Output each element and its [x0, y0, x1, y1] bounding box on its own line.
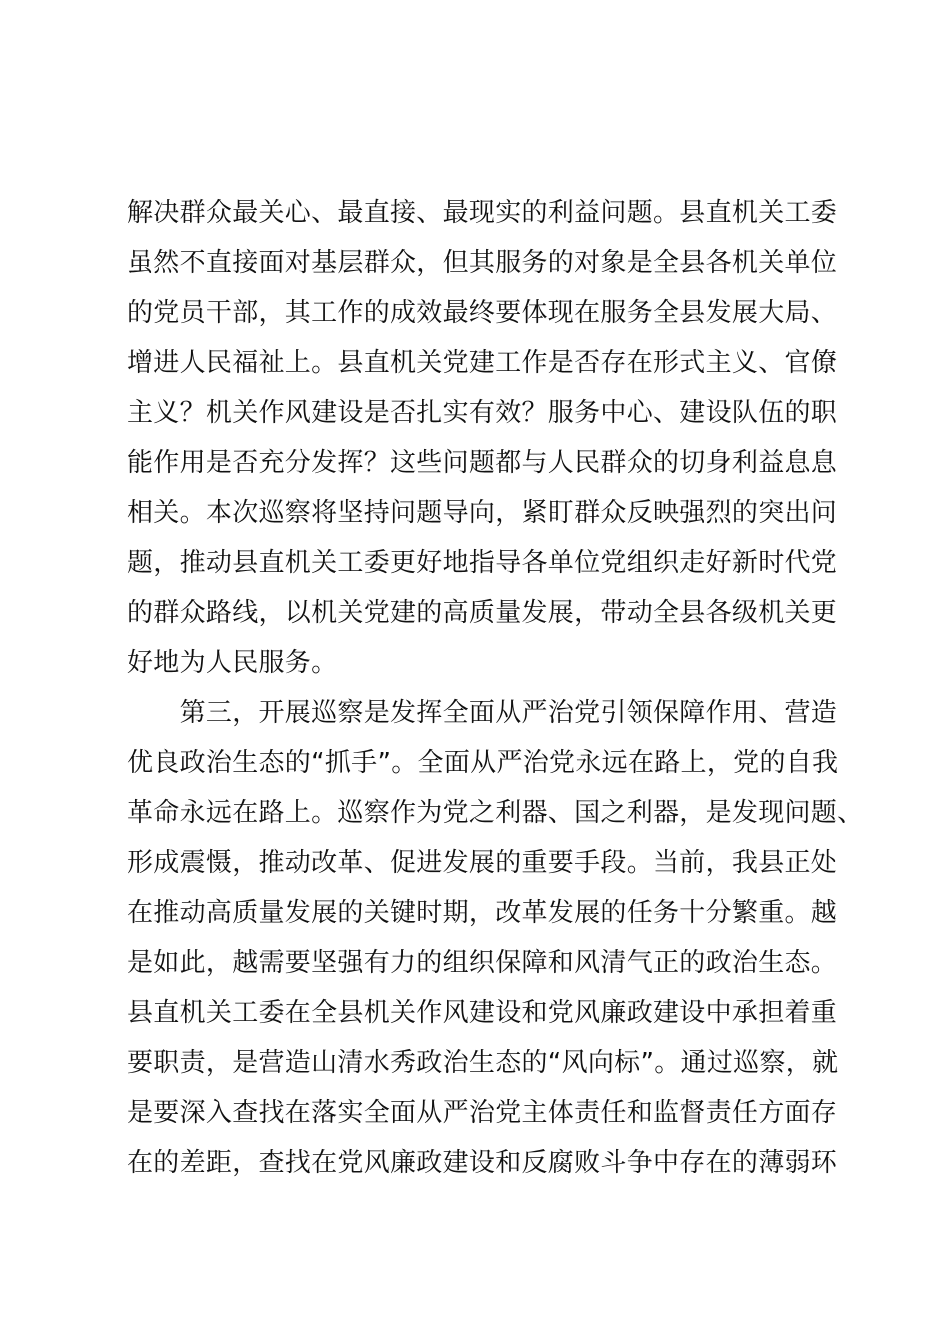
- text-line: 在推动高质量发展的关键时期，改革发展的任务十分繁重。越: [127, 898, 838, 928]
- text-line: 相关。本次巡察将坚持问题导向，紧盯群众反映强烈的突出问: [127, 498, 838, 528]
- document-body: [127, 188, 864, 1188]
- text-line: 的群众路线，以机关党建的高质量发展，带动全县各级机关更: [127, 598, 838, 628]
- text-line: 第三，开展巡察是发挥全面从严治党引领保障作用、营造: [127, 698, 838, 728]
- text-line: 要职责，是营造山清水秀政治生态的“风向标”。通过巡察，就: [127, 1048, 839, 1078]
- paragraph-2: [127, 688, 864, 1188]
- text-line: 县直机关工委在全县机关作风建设和党风廉政建设中承担着重: [127, 998, 838, 1028]
- text-line: 增进人民福祉上。县直机关党建工作是否存在形式主义、官僚: [127, 348, 838, 378]
- text-line: 能作用是否充分发挥？这些问题都与人民群众的切身利益息息: [127, 448, 838, 478]
- text-line: 主义？机关作风建设是否扎实有效？服务中心、建设队伍的职: [127, 398, 838, 428]
- text-line: 是要深入查找在落实全面从严治党主体责任和监督责任方面存: [127, 1098, 838, 1128]
- text-line: 的党员干部，其工作的成效最终要体现在服务全县发展大局、: [127, 298, 838, 328]
- text-line: 是如此，越需要坚强有力的组织保障和风清气正的政治生态。: [127, 948, 838, 978]
- text-line: 形成震慑，推动改革、促进发展的重要手段。当前，我县正处: [127, 848, 838, 878]
- text-line: 好地为人民服务。: [127, 648, 338, 678]
- text-line: 虽然不直接面对基层群众，但其服务的对象是全县各机关单位: [127, 248, 838, 278]
- text-line: 解决群众最关心、最直接、最现实的利益问题。县直机关工委: [127, 198, 838, 228]
- paragraph-1: [127, 188, 838, 688]
- text-line: 在的差距，查找在党风廉政建设和反腐败斗争中存在的薄弱环: [127, 1148, 838, 1178]
- text-line: 优良政治生态的“抓手”。全面从严治党永远在路上，党的自我: [127, 748, 839, 778]
- text-line: 革命永远在路上。巡察作为党之利器、国之利器，是发现问题、: [127, 798, 864, 828]
- text-line: 题，推动县直机关工委更好地指导各单位党组织走好新时代党: [127, 548, 838, 578]
